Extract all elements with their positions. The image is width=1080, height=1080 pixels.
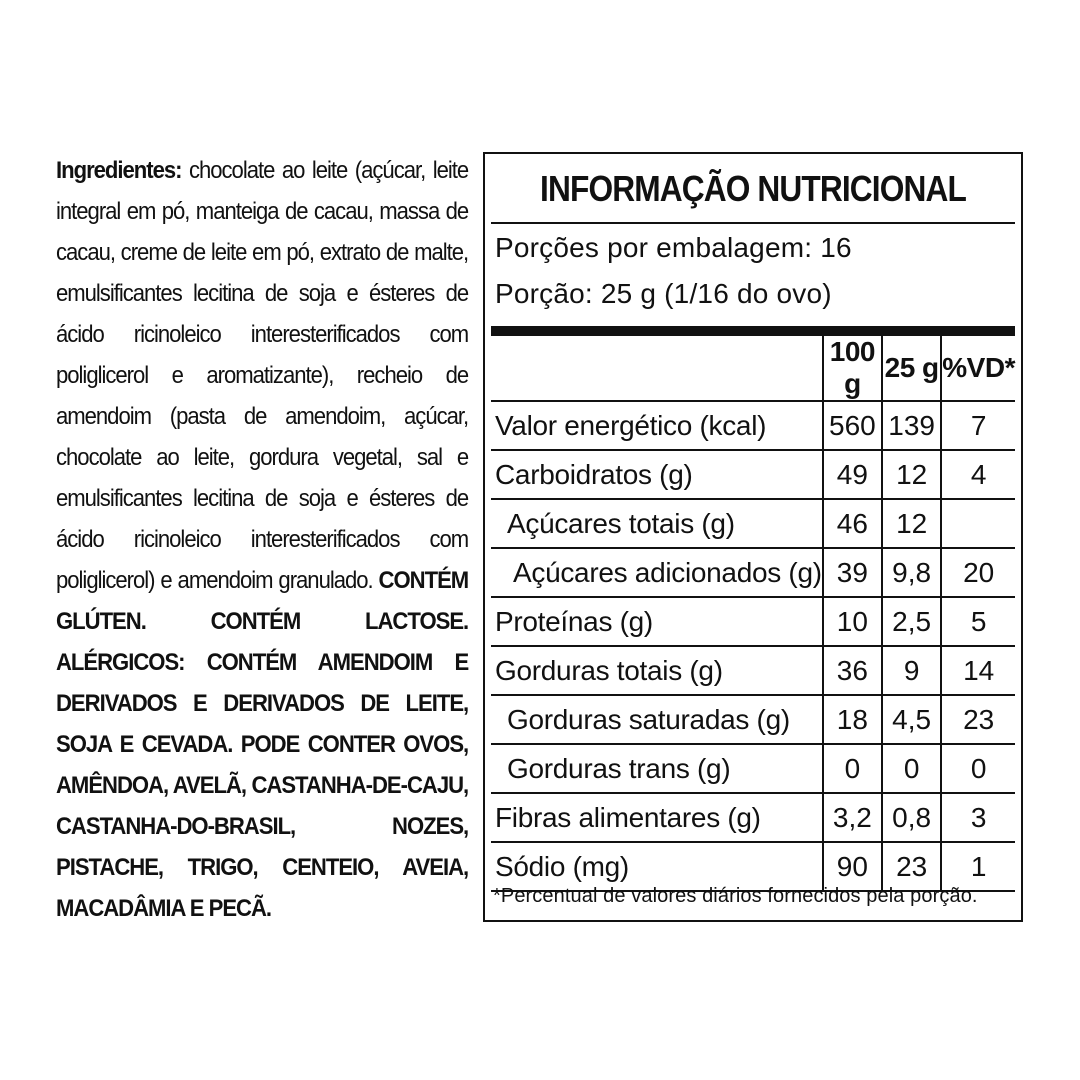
title-divider (491, 222, 1015, 224)
table-row (491, 499, 1015, 548)
servings-per-package: Porções por embalagem: 16 (495, 232, 852, 263)
value-100g: 90 (823, 842, 882, 891)
serving-size: Porção: 25 g (1/16 do ovo) (495, 278, 832, 309)
ingredients-text (56, 150, 468, 929)
value-25g: 9,8 (882, 548, 941, 597)
table-row (491, 842, 1015, 891)
table-row (491, 597, 1015, 646)
value-25g: 4,5 (882, 695, 941, 744)
table-header-row (491, 336, 1015, 401)
column-header-vd: %VD* (941, 336, 1015, 401)
allergen-warning: CONTÉM GLÚTEN. CONTÉM LACTOSE. ALÉRGICOS: CONTÉM AMENDOIM E DERIVADOS E DERIVADOS DE LEITE, SOJA E CEVADA. PODE CONTER OVOS, AMÊNDOA, AVELÃ, CASTANHA-DE-CAJU, CASTANHA-DO-BRASIL, NOZES, PISTACHE, TRIGO, CENTEIO, AVEIA, MACADÂMIA E PECÃ. (56, 567, 469, 922)
value-vd: 1 (941, 842, 1015, 891)
nutrient-table (491, 336, 1015, 892)
thick-divider (491, 326, 1015, 336)
value-vd: 23 (941, 695, 1015, 744)
value-vd: 3 (941, 793, 1015, 842)
value-25g: 12 (882, 450, 941, 499)
value-25g: 0 (882, 744, 941, 793)
nutrient-name: Valor energético (kcal) (491, 401, 823, 450)
nutrient-name: Carboidratos (g) (491, 450, 823, 499)
value-vd: 0 (941, 744, 1015, 793)
value-vd: 14 (941, 646, 1015, 695)
value-vd: 5 (941, 597, 1015, 646)
footnote: *Percentual de valores diários fornecidos pela porção. (493, 885, 978, 907)
table-row (491, 401, 1015, 450)
value-25g: 12 (882, 499, 941, 548)
nutrient-column-header (491, 336, 823, 401)
value-100g: 10 (823, 597, 882, 646)
value-25g: 23 (882, 842, 941, 891)
value-100g: 18 (823, 695, 882, 744)
value-25g: 9 (882, 646, 941, 695)
table-row (491, 744, 1015, 793)
nutrient-name: Fibras alimentares (g) (491, 793, 823, 842)
value-25g: 2,5 (882, 597, 941, 646)
nutrient-name: Gorduras totais (g) (491, 646, 823, 695)
value-100g: 39 (823, 548, 882, 597)
value-100g: 560 (823, 401, 882, 450)
nutrient-name: Proteínas (g) (491, 597, 823, 646)
ingredients-label: Ingredientes: (56, 157, 182, 184)
value-vd: 20 (941, 548, 1015, 597)
value-25g: 0,8 (882, 793, 941, 842)
value-25g: 139 (882, 401, 941, 450)
table-row (491, 548, 1015, 597)
value-vd (941, 499, 1015, 548)
table-row (491, 793, 1015, 842)
value-100g: 3,2 (823, 793, 882, 842)
nutrient-name: Açúcares totais (g) (491, 499, 823, 548)
table-row (491, 450, 1015, 499)
nutrition-facts-table (483, 152, 1023, 922)
ingredients-list: chocolate ao leite (açúcar, leite integral em pó, manteiga de cacau, massa de cacau, creme de leite em pó, extrato de malte, emulsificantes lecitina de soja e ésteres de ácido ricinoleico interesterificados com poliglicerol e aromatizante), recheio de amendoim (pasta de amendoim, açúcar, chocolate ao leite, gordura vegetal, sal e emulsificantes lecitina de soja e ésteres de ácido ricinoleico interesterificados com poliglicerol) e amendoim granulado. (56, 157, 469, 594)
column-header-100g: 100 g (823, 336, 882, 401)
value-100g: 36 (823, 646, 882, 695)
value-100g: 46 (823, 499, 882, 548)
nutrient-name: Gorduras trans (g) (491, 744, 823, 793)
nutrient-name: Sódio (mg) (491, 842, 823, 891)
value-100g: 49 (823, 450, 882, 499)
column-header-25g: 25 g (882, 336, 941, 401)
nutrient-name: Açúcares adicionados (g) (491, 548, 823, 597)
nutrient-name: Gorduras saturadas (g) (491, 695, 823, 744)
value-vd: 7 (941, 401, 1015, 450)
table-row (491, 646, 1015, 695)
nutrition-title: INFORMAÇÃO NUTRICIONAL (540, 168, 966, 209)
value-vd: 4 (941, 450, 1015, 499)
value-100g: 0 (823, 744, 882, 793)
table-row (491, 695, 1015, 744)
